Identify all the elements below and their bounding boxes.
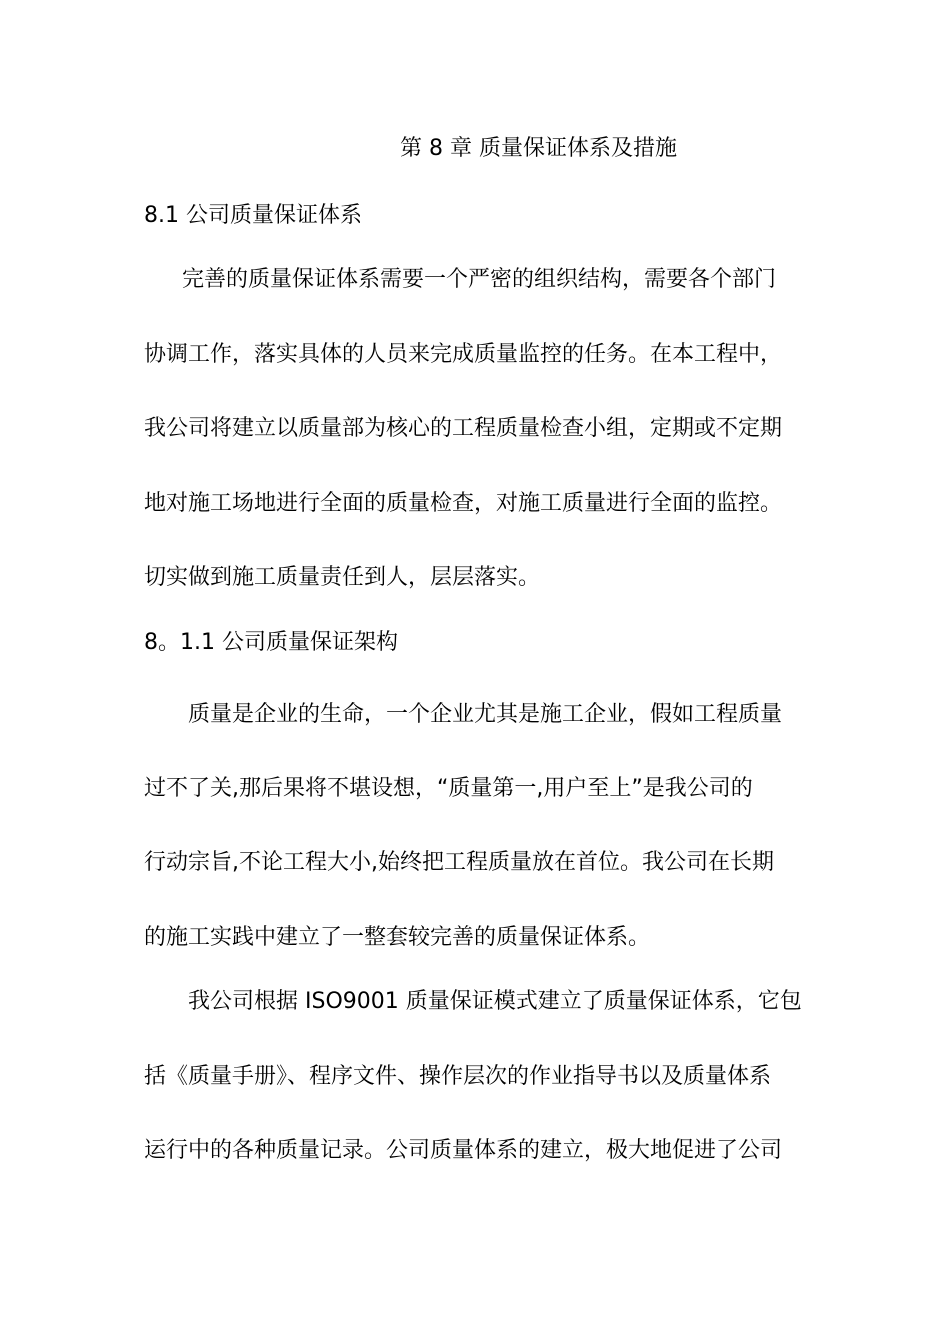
paragraph-3-line-1: 我公司根据 ISO9001 质量保证模式建立了质量保证体系，它包 <box>188 989 802 1014</box>
paragraph-3-line-2: 括《质量手册》、程序文件、操作层次的作业指导书以及质量体系 <box>144 1064 772 1089</box>
chapter-title: 第 8 章 质量保证体系及措施 <box>400 136 677 161</box>
paragraph-1-line-4: 地对施工场地进行全面的质量检查，对施工质量进行全面的监控。 <box>144 491 783 516</box>
paragraph-2-line-4: 的施工实践中建立了一整套较完善的质量保证体系。 <box>144 925 651 950</box>
paragraph-1-line-1: 完善的质量保证体系需要一个严密的组织结构，需要各个部门 <box>182 267 777 292</box>
paragraph-1-line-2: 协调工作，落实具体的人员来完成质量监控的任务。在本工程中， <box>144 342 783 367</box>
paragraph-2-line-3: 行动宗旨,不论工程大小,始终把工程质量放在首位。我公司在长期 <box>144 850 774 875</box>
section-heading-8-1: 8.1 公司质量保证体系 <box>144 203 362 228</box>
paragraph-3-line-3: 运行中的各种质量记录。公司质量体系的建立，极大地促进了公司 <box>144 1138 783 1163</box>
paragraph-2-line-1: 质量是企业的生命，一个企业尤其是施工企业，假如工程质量 <box>188 702 783 727</box>
paragraph-2-line-2: 过不了关,那后果将不堪设想，“质量第一,用户至上”是我公司的 <box>144 776 753 801</box>
section-heading-8-1-1: 8。1.1 公司质量保证架构 <box>144 630 398 655</box>
paragraph-1-line-5: 切实做到施工质量责任到人，层层落实。 <box>144 565 541 590</box>
paragraph-1-line-3: 我公司将建立以质量部为核心的工程质量检查小组，定期或不定期 <box>144 416 783 441</box>
